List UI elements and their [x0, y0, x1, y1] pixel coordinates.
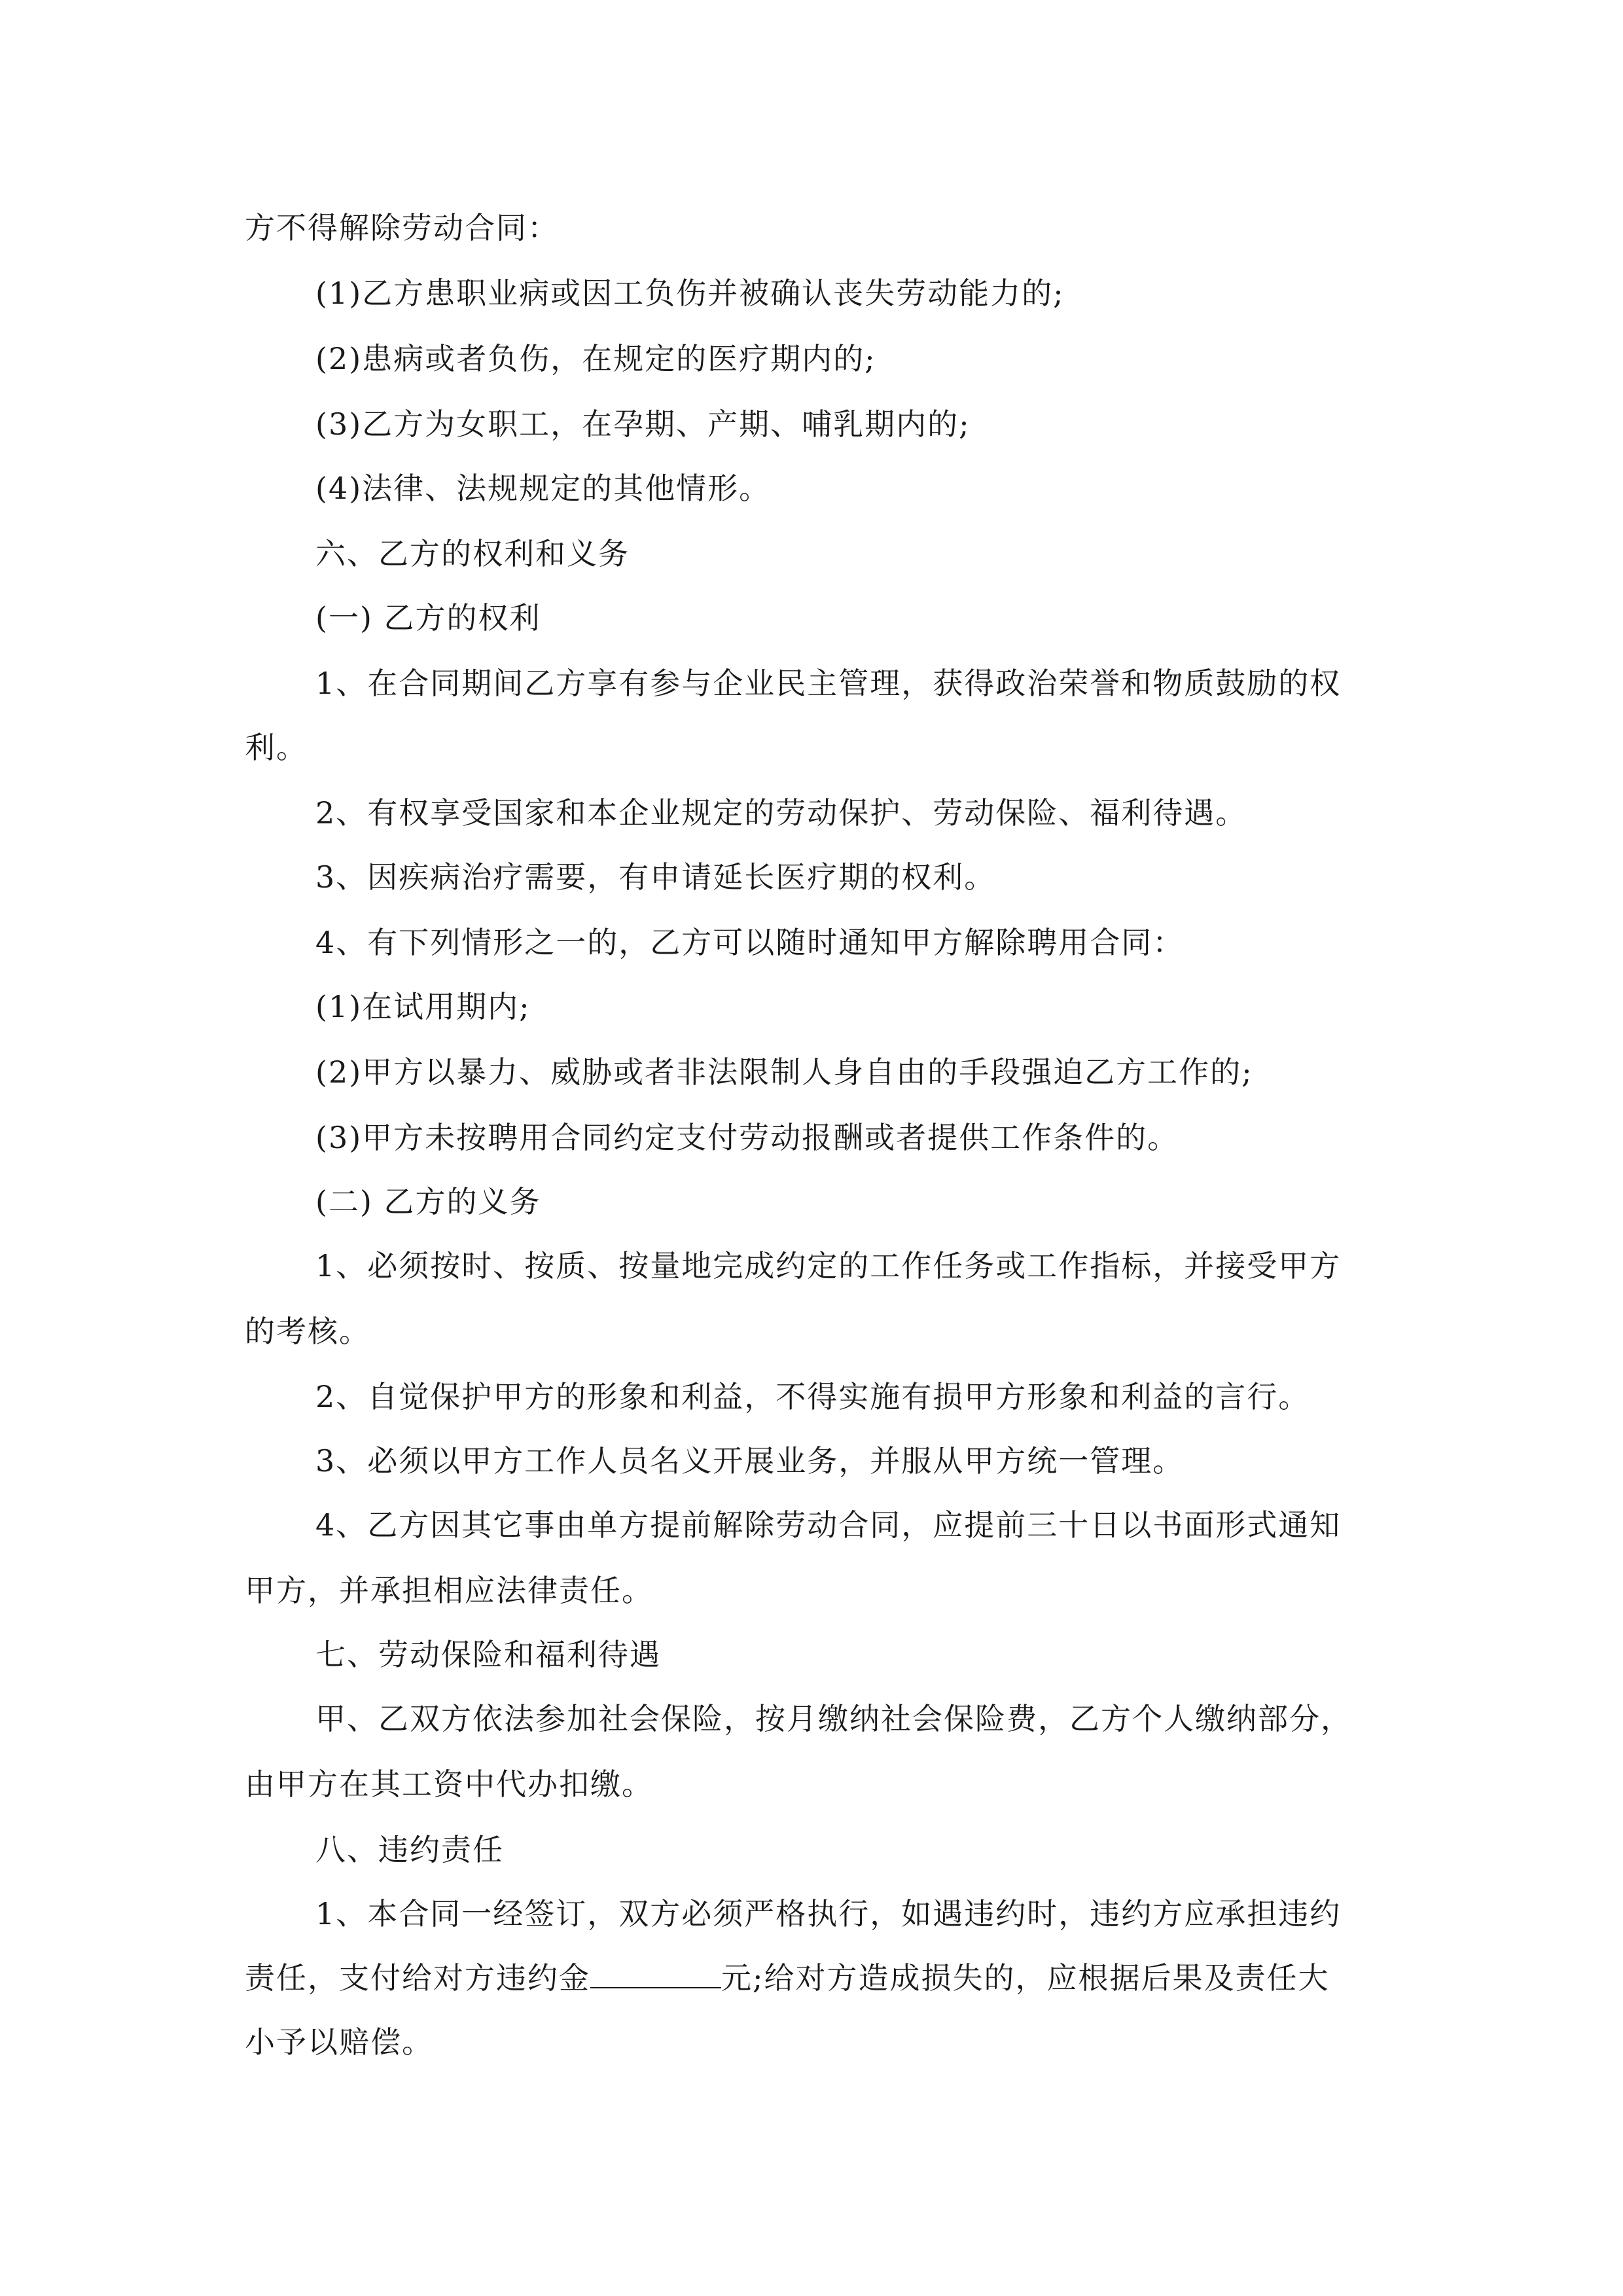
text-line: 甲方，并承担相应法律责任。 [245, 1573, 653, 1608]
text-line: (4)法律、法规规定的其他情形。 [315, 471, 771, 506]
section-heading: 六、乙方的权利和义务 [315, 536, 630, 571]
penalty-text-before: 责任，支付给对方违约金 [245, 1960, 590, 1996]
text-line: (1)在试用期内; [315, 989, 531, 1024]
text-line: 3、因疾病治疗需要，有申请延长医疗期的权利。 [315, 859, 996, 895]
text-line: 2、自觉保护甲方的形象和利益，不得实施有损甲方形象和利益的言行。 [315, 1379, 1310, 1414]
text-line: 3、必须以甲方工作人员名义开展业务，并服从甲方统一管理。 [315, 1443, 1185, 1479]
text-line: 利。 [245, 730, 308, 765]
text-line: 方不得解除劳动合同： [245, 210, 559, 245]
text-line: (3)甲方未按聘用合同约定支付劳动报酬或者提供工作条件的。 [315, 1120, 1179, 1155]
subsection-heading: (一) 乙方的权利 [315, 600, 541, 636]
text-line: 4、乙方因其它事由单方提前解除劳动合同，应提前三十日以书面形式通知 [315, 1507, 1342, 1543]
text-line: 1、必须按时、按质、按量地完成约定的工作任务或工作指标，并接受甲方 [315, 1248, 1342, 1283]
text-line: 小予以赔偿。 [245, 2024, 433, 2060]
text-line: 由甲方在其工资中代办扣缴。 [245, 1767, 653, 1802]
text-line: (2)甲方以暴力、威胁或者非法限制人身自由的手段强迫乙方工作的; [315, 1054, 1253, 1090]
text-line: (2)患病或者负伤，在规定的医疗期内的; [315, 341, 876, 376]
text-line: 1、本合同一经签订，双方必须严格执行，如遇违约时，违约方应承担违约 [315, 1896, 1342, 1931]
penalty-text-after: 元;给对方造成损失的，应根据后果及责任大 [721, 1960, 1330, 1996]
amount-blank [590, 1961, 721, 1988]
text-line: (3)乙方为女职工，在孕期、产期、哺乳期内的; [315, 406, 971, 442]
text-line: (1)乙方患职业病或因工负伤并被确认丧失劳动能力的; [315, 276, 1065, 311]
section-heading: 七、劳动保险和福利待遇 [315, 1637, 661, 1672]
subsection-heading: (二) 乙方的义务 [315, 1184, 541, 1219]
text-line: 1、在合同期间乙方享有参与企业民主管理，获得政治荣誉和物质鼓励的权 [315, 666, 1342, 701]
section-heading: 八、违约责任 [315, 1832, 504, 1867]
text-line: 甲、乙双方依法参加社会保险，按月缴纳社会保险费，乙方个人缴纳部分， [315, 1701, 1352, 1736]
text-line: 4、有下列情形之一的，乙方可以随时通知甲方解除聘用合同： [315, 925, 1185, 960]
penalty-line [245, 1958, 1330, 1998]
text-line: 2、有权享受国家和本企业规定的劳动保护、劳动保险、福利待遇。 [315, 795, 1247, 831]
text-line: 的考核。 [245, 1314, 370, 1349]
